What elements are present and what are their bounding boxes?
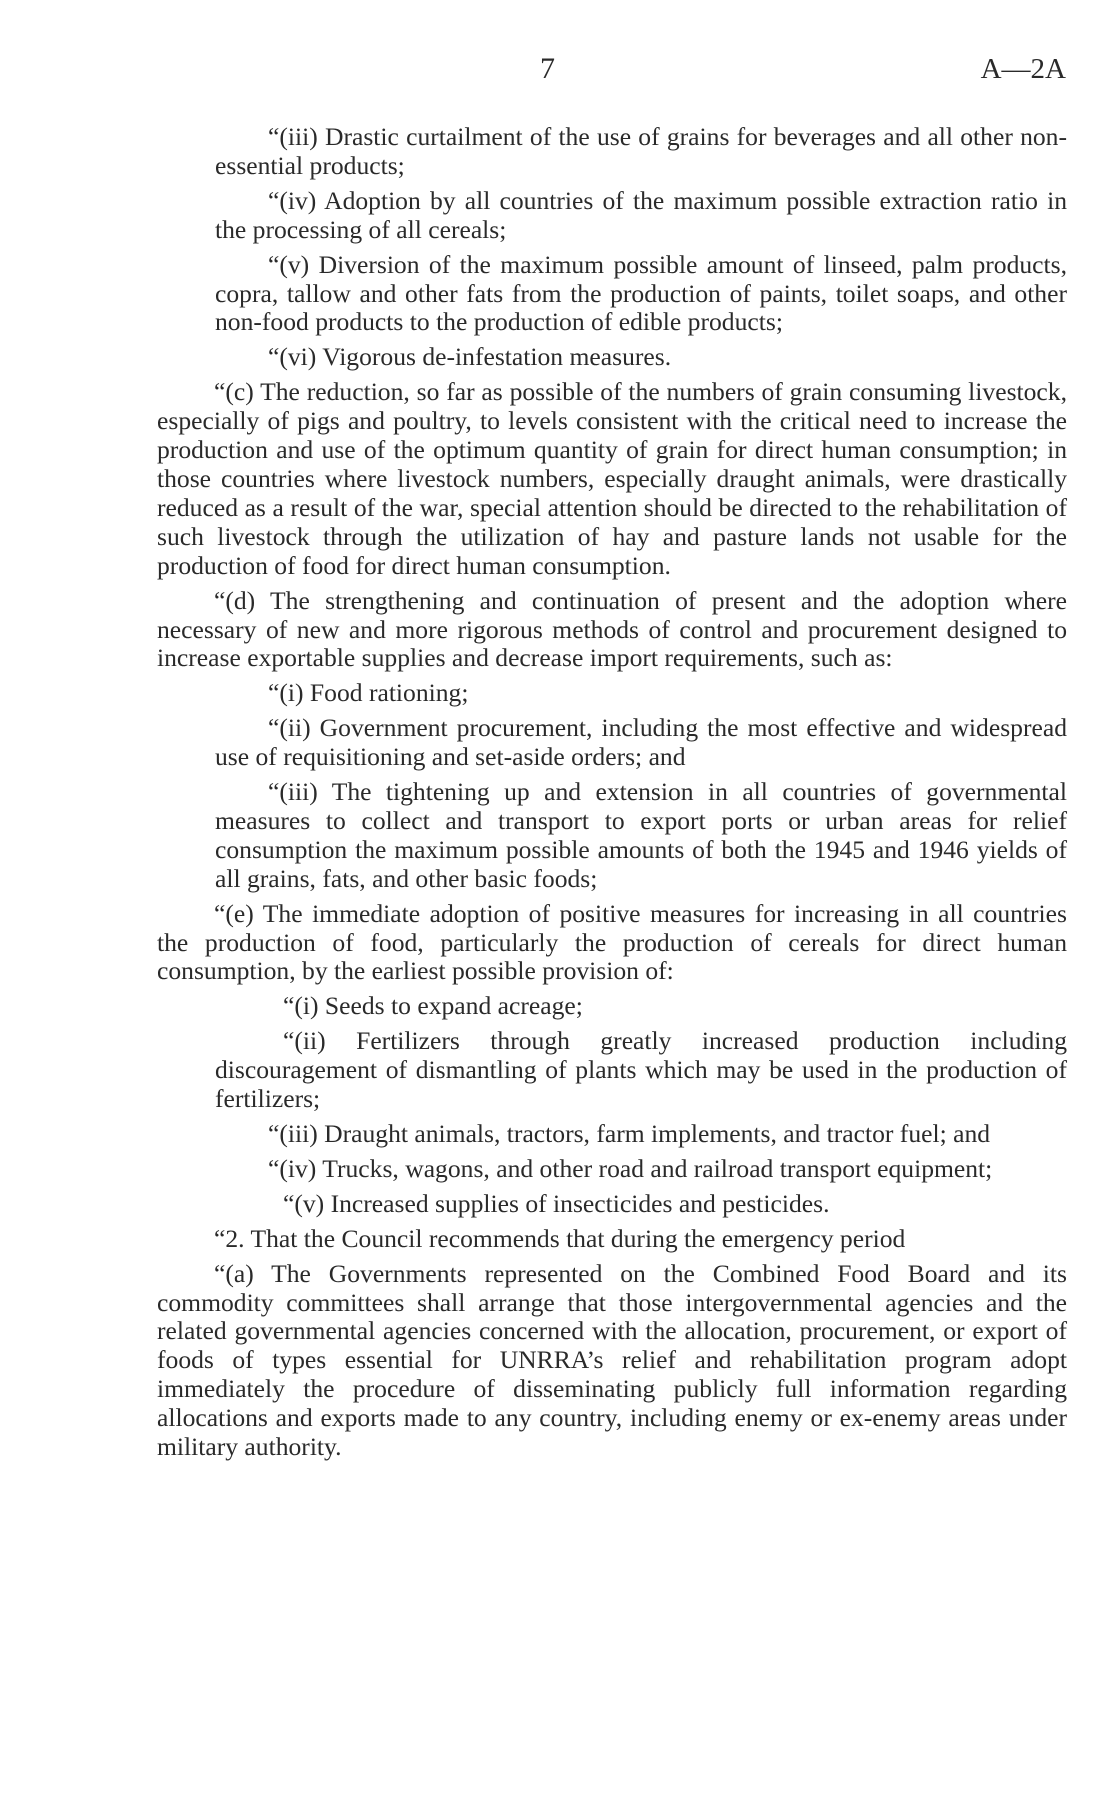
clause-d-ii: “(ii) Government procurement, including the most effective and widespread use of requisitioning and set-aside orders; and — [215, 713, 1067, 772]
clause-e-ii: “(ii) Fertilizers through greatly increased production including discouragement of dismantling of plants which may be used in the production of fertilizers; — [215, 1026, 1067, 1114]
clause-e: “(e) The immediate adoption of positive measures for increasing in all countries the production of food, particularly the production of cereals for direct human consumption, by the earliest possible provision of: — [157, 898, 1067, 986]
recommendation-2: “2. That the Council recommends that during the emergency period — [214, 1223, 906, 1253]
page-number: 7 — [540, 52, 555, 85]
clause-b-iv: “(iv) Adoption by all countries of the maximum possible extraction ratio in the processing of all cereals; — [215, 185, 1067, 244]
clause-e-iii: “(iii) Draught animals, tractors, farm implements, and tractor fuel; and — [268, 1119, 991, 1148]
document-body — [157, 123, 1067, 1468]
clause-e-i: “(i) Seeds to expand acreage; — [283, 991, 583, 1021]
clause-e-iv: “(iv) Trucks, wagons, and other road and railroad transport equipment; — [268, 1153, 993, 1183]
clause-d: “(d) The strengthening and continuation of present and the adoption where necessary of new and more rigorous methods of control and procurement designed to increase exportable supplies and decrease import requirements, such as: — [157, 585, 1067, 673]
clause-c: “(c) The reduction, so far as possible of the numbers of grain consuming livestock, especially of pigs and poultry, to levels consistent with the critical need to increase the production and use of the optimum quantity of grain for direct human consumption; in those countries where livestock numbers, especially draught animals, were drastically reduced as a result of the war, special attention should be directed to the rehabilitation of such livestock through the utilization of hay and pasture lands not usable for the production of food for direct human consumption. — [157, 377, 1067, 580]
clause-b-vi: “(vi) Vigorous de-infestation measures. — [268, 342, 672, 372]
clause-b-v: “(v) Diversion of the maximum possible amount of linseed, palm products, copra, tallow and other fats from the production of paints, toilet soaps, and other non-food products to the production of edible products; — [215, 249, 1067, 337]
page-header — [0, 52, 1114, 92]
clause-e-v: “(v) Increased supplies of insecticides and pesticides. — [283, 1188, 830, 1218]
clause-d-i: “(i) Food rationing; — [268, 678, 469, 708]
clause-d-iii: “(iii) The tightening up and extension in all countries of governmental measures to collect and transport to export ports or urban areas for relief consumption the maximum possible amounts of both the 1945 and 1946 yields of all grains, fats, and other basic foods; — [215, 777, 1067, 893]
recommendation-2-a: “(a) The Governments represented on the Combined Food Board and its commodity committees shall arrange that those intergovernmental agencies and the related governmental agencies concerned with the allocation, procurement, or export of foods of types essential for UNRRA’s relief and rehabilitation program adopt immediately the procedure of disseminating publicly full information regarding allocations and exports made to any country, including enemy or ex-enemy areas under military authority. — [157, 1258, 1067, 1462]
document-reference: A—2A — [980, 53, 1066, 85]
clause-b-iii: “(iii) Drastic curtailment of the use of grains for beverages and all other non-essential products; — [215, 122, 1067, 180]
